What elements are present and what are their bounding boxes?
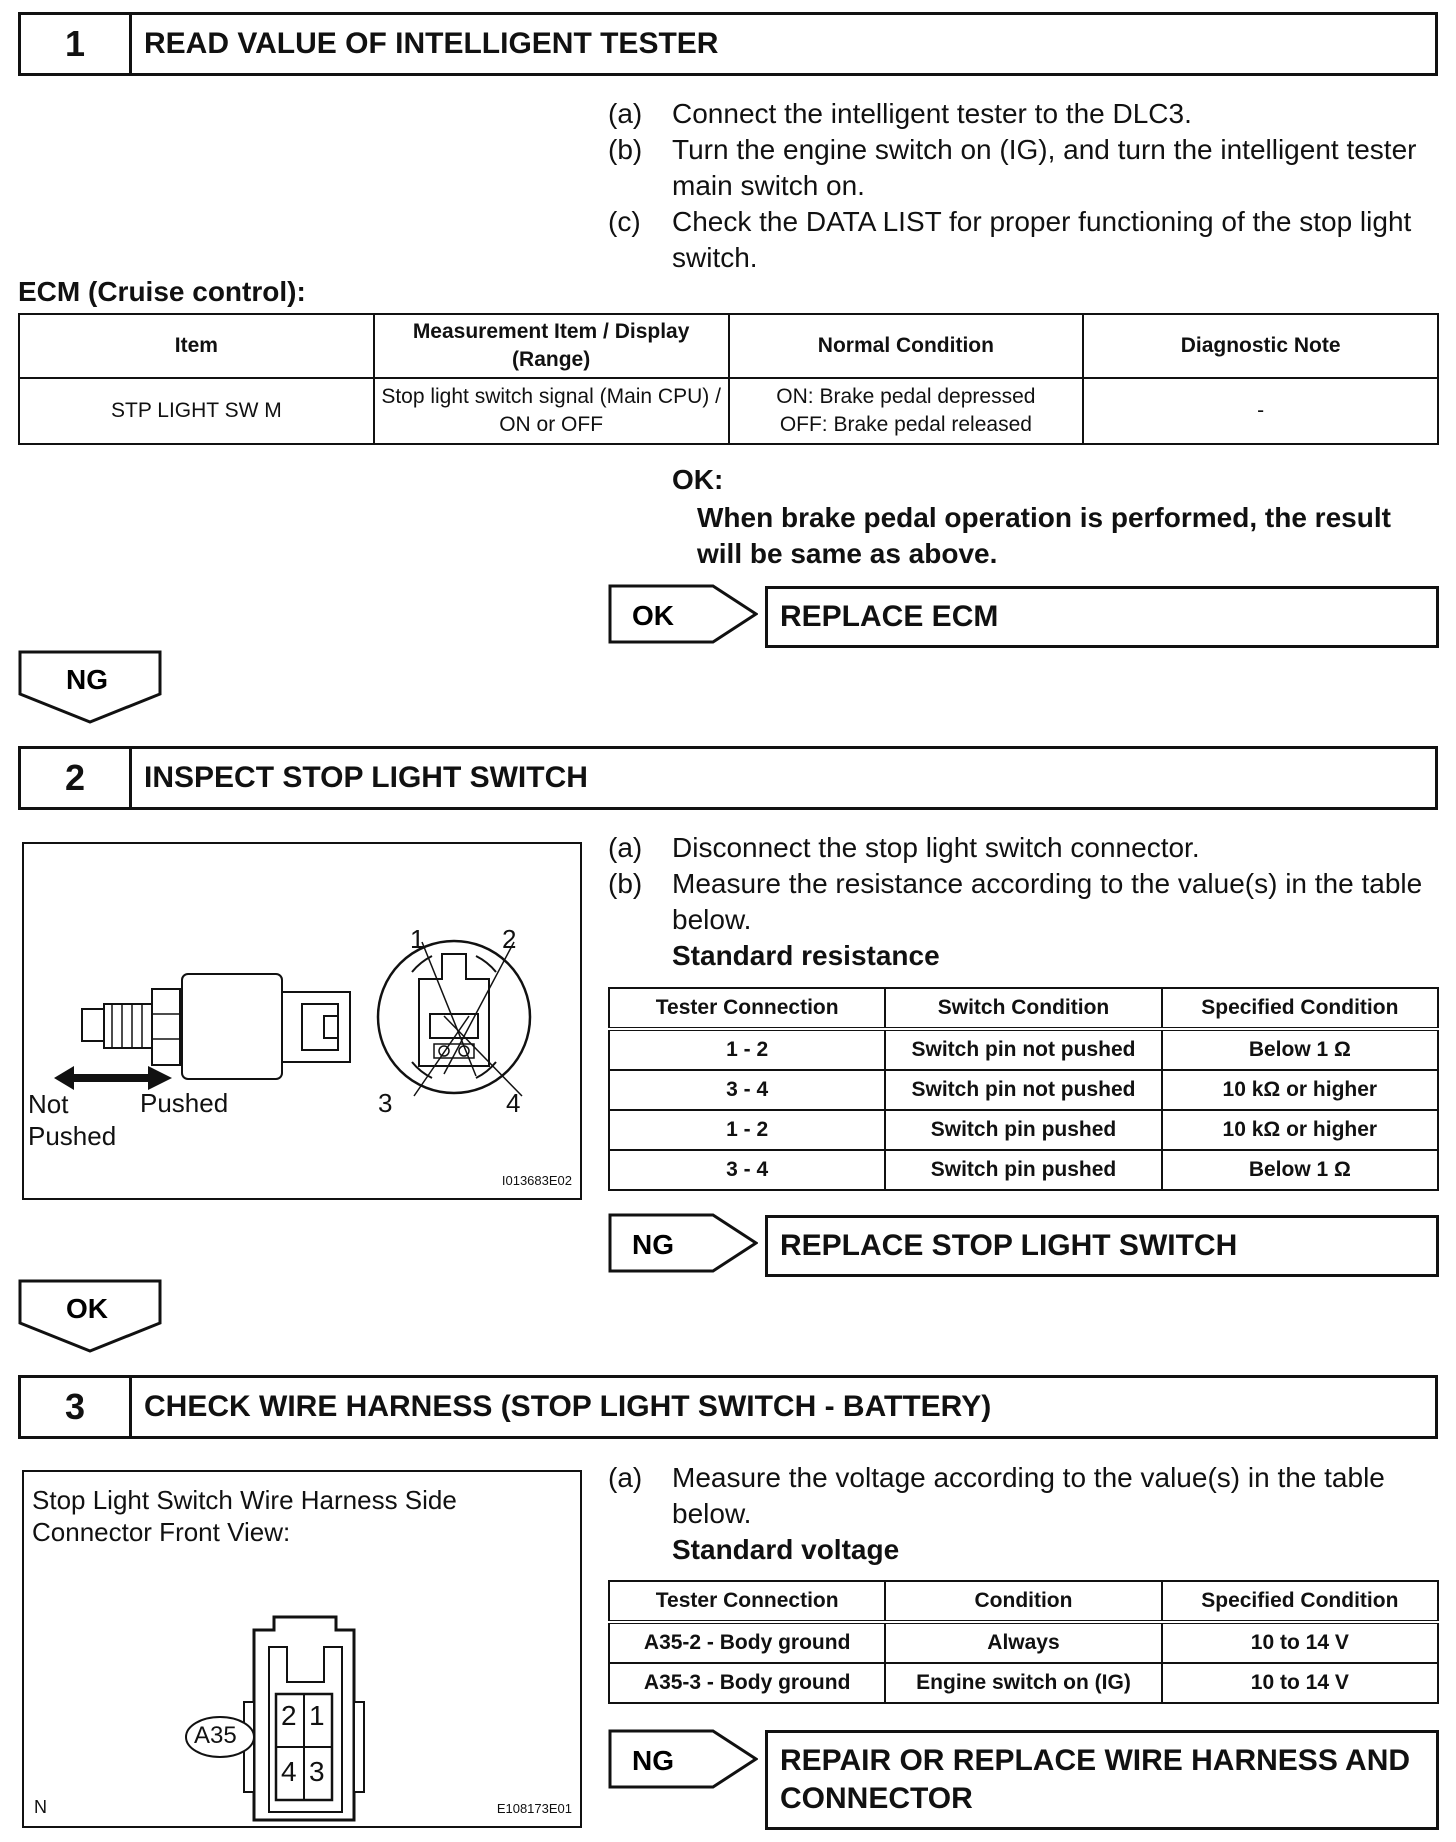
pin-label: 4 [506,1088,521,1118]
data-list-table [18,313,1439,445]
not-pushed-label: Not Pushed [28,1089,117,1151]
figure-code: I013683E02 [501,1173,572,1188]
figure-caption: Stop Light Switch Wire Harness Side Connector Front View: [32,1485,457,1547]
ng-down-arrow-icon [18,650,162,724]
step-3-header [18,1375,1438,1439]
standard-label: Standard resistance [672,940,940,971]
pin-label: 1 [309,1700,325,1731]
table-header: Tester Connection [609,1581,885,1622]
instruction-item: (a) Measure the voltage according to the value(s) in the table below. [608,1462,1385,1529]
step-number: 3 [21,1378,132,1436]
ng-arrow-icon [608,1213,758,1273]
pushed-label: Pushed [140,1088,229,1118]
table-header: Diagnostic Note [1083,314,1438,378]
instruction-item: (a) Connect the intelligent tester to the DLC3. [608,98,1192,129]
svg-text:NG: NG [632,1229,674,1260]
ok-criteria: When brake pedal operation is performed, the result will be same as above. [697,502,1391,569]
table-header: Condition [885,1581,1161,1622]
result-box: REPLACE STOP LIGHT SWITCH [765,1215,1439,1277]
table-row: STP LIGHT SW M Stop light switch signal (Main CPU) / ON or OFF ON: Brake pedal depressed OFF: Brake pedal released - [19,378,1438,444]
ok-label: OK: [672,464,724,495]
table-header: Measurement Item / Display (Range) [374,314,729,378]
harness-connector-figure [22,1470,582,1828]
connector-code: A35 [194,1722,237,1749]
svg-text:NG: NG [632,1745,674,1776]
pin-label: 2 [502,924,517,954]
pin-label: 2 [281,1700,297,1731]
pin-label: 3 [309,1756,325,1787]
step-title: READ VALUE OF INTELLIGENT TESTER [144,27,719,60]
step-title: CHECK WIRE HARNESS (STOP LIGHT SWITCH - BATTERY) [144,1390,992,1423]
table-caption: ECM (Cruise control): [18,276,306,307]
table-row: 3 - 4 Switch pin not pushed 10 kΩ or higher [609,1070,1438,1110]
svg-text:OK: OK [66,1293,108,1324]
result-box: REPAIR OR REPLACE WIRE HARNESS AND CONNECTOR [765,1730,1439,1830]
svg-text:OK: OK [632,600,674,631]
instruction-item: (b) Measure the resistance according to the value(s) in the table below. [608,868,1423,935]
table-row: 1 - 2 Switch pin pushed 10 kΩ or higher [609,1110,1438,1150]
table-header: Tester Connection [609,988,885,1029]
table-header: Specified Condition [1162,1581,1438,1622]
voltage-table [608,1580,1439,1704]
pin-label: 3 [378,1088,393,1118]
result-box: REPLACE ECM [765,586,1439,648]
instruction-item: (c) Check the DATA LIST for proper functioning of the stop light switch. [608,206,1412,273]
ok-arrow-icon [608,584,758,644]
table-row: A35-2 - Body ground Always 10 to 14 V [609,1622,1438,1663]
figure-corner-label: N [34,1797,47,1817]
table-header: Normal Condition [729,314,1084,378]
connector-front-view-icon [24,1472,580,1826]
table-row: A35-3 - Body ground Engine switch on (IG) 10 to 14 V [609,1663,1438,1703]
step-2-header [18,746,1438,810]
standard-label: Standard voltage [672,1534,900,1565]
table-row: 3 - 4 Switch pin pushed Below 1 Ω [609,1150,1438,1190]
instruction-item: (b) Turn the engine switch on (IG), and turn the intelligent tester main switch on. [608,134,1417,201]
step-3-instructions [608,1460,1428,1568]
table-row: 1 - 2 Switch pin not pushed Below 1 Ω [609,1029,1438,1070]
table-header: Switch Condition [885,988,1161,1029]
ok-down-arrow-icon [18,1279,162,1353]
resistance-table [608,987,1439,1191]
table-header: Item [19,314,374,378]
step-number: 1 [21,15,132,73]
instruction-item: (a) Disconnect the stop light switch connector. [608,832,1200,863]
step-1-header [18,12,1438,76]
figure-code: E108173E01 [496,1801,572,1816]
pin-label: 1 [410,924,425,954]
stop-light-switch-figure [22,842,582,1200]
step-1-instructions [608,96,1428,276]
table-header: Specified Condition [1162,988,1438,1029]
pin-label: 4 [281,1756,297,1787]
svg-text:NG: NG [66,664,108,695]
step-number: 2 [21,749,132,807]
ng-arrow-icon [608,1729,758,1789]
step-2-instructions [608,830,1428,974]
step-title: INSPECT STOP LIGHT SWITCH [144,761,588,794]
